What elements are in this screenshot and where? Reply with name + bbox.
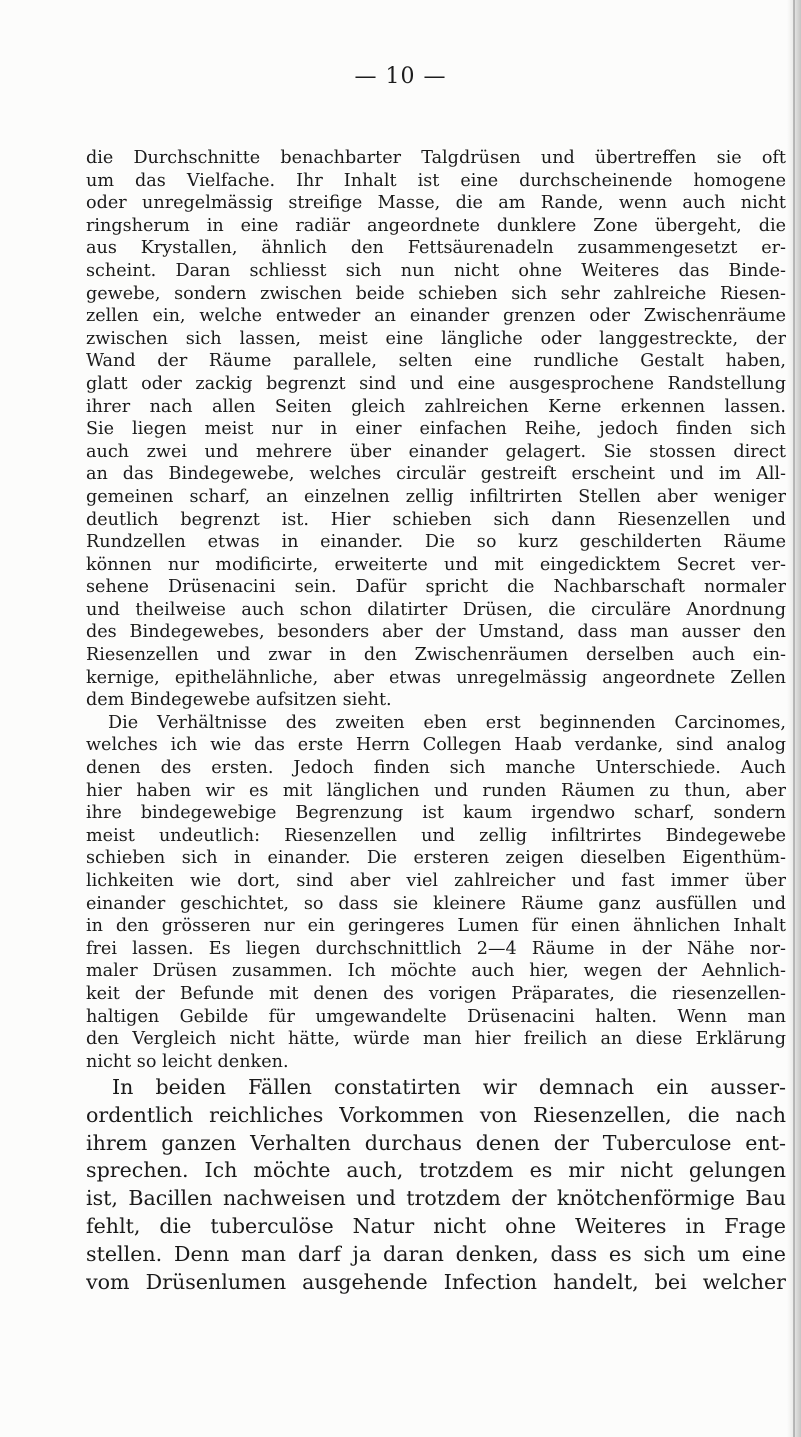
text-line: frei lassen. Es liegen durchschnittlich 2—4 Räume in der Nähe nor-	[86, 938, 786, 959]
text-line: ihrem ganzen Verhalten durchaus denen der Tuberculose ent-	[86, 1130, 786, 1155]
text-line: um das Vielfache. Ihr Inhalt ist eine durchscheinende homogene	[86, 170, 786, 191]
text-line: Riesenzellen und zwar in den Zwischenräumen derselben auch ein-	[86, 645, 786, 666]
text-line: lichkeiten wie dort, sind aber viel zahlreicher und fast immer über	[86, 871, 786, 891]
text-line: glatt oder zackig begrenzt sind und eine ausgesprochene Randstellung	[86, 373, 786, 394]
text-line: fehlt, die tuberculöse Natur nicht ohne Weiteres in Frage	[86, 1213, 786, 1238]
text-line: die Durchschnitte benachbarter Talgdrüsen und übertreffen sie oft	[86, 148, 786, 168]
text-line: den Vergleich nicht hätte, würde man hier freilich an diese Erklärung	[86, 1029, 786, 1050]
text-line: haltigen Gebilde für umgewandelte Drüsenacini halten. Wenn man	[86, 1006, 786, 1027]
text-line: nicht so leicht denken.	[86, 1051, 289, 1072]
text-line: In beiden Fällen constatirten wir demnach ein ausser-	[112, 1075, 786, 1099]
text-line: gemeinen scharf, an einzelnen zellig infiltrirten Stellen aber weniger	[86, 486, 786, 507]
text-line: vom Drüsenlumen ausgehende Infection handelt, bei welcher	[86, 1269, 786, 1294]
body-text-large	[86, 1074, 786, 1296]
text-line: des Bindegewebes, besonders aber der Umstand, dass man ausser den	[86, 622, 786, 643]
text-line: welches ich wie das erste Herrn Collegen Haab verdanke, sind analog	[86, 735, 786, 756]
page-binding-edge	[793, 0, 795, 1437]
text-line: gewebe, sondern zwischen beide schieben sich sehr zahlreiche Riesen-	[86, 283, 786, 304]
body-text-small	[86, 147, 786, 1073]
text-line: deutlich begrenzt ist. Hier schieben sich dann Riesenzellen und	[86, 509, 786, 530]
text-line: schieben sich in einander. Die ersteren zeigen dieselben Eigenthüm-	[86, 848, 786, 869]
text-line: ringsherum in eine radiär angeordnete dunklere Zone übergeht, die	[86, 215, 786, 236]
text-line: Rundzellen etwas in einander. Die so kurz geschilderten Räume	[86, 532, 786, 553]
text-line: scheint. Daran schliesst sich nun nicht ohne Weiteres das Binde-	[86, 260, 786, 281]
text-line: aus Krystallen, ähnlich den Fettsäurenadeln zusammengesetzt er-	[86, 238, 786, 259]
text-line: keit der Befunde mit denen des vorigen Präparates, die riesenzellen-	[86, 983, 786, 1004]
text-line: sehene Drüsenacini sein. Dafür spricht die Nachbarschaft normaler	[86, 577, 786, 598]
text-line: an das Bindegewebe, welches circulär gestreift erscheint und im All-	[86, 464, 786, 485]
page-number: — 10 —	[354, 64, 447, 89]
text-line: zwischen sich lassen, meist eine längliche oder langgestreckte, der	[86, 328, 786, 349]
text-line: stellen. Denn man darf ja daran denken, dass es sich um eine	[86, 1241, 786, 1266]
text-line: zellen ein, welche entweder an einander grenzen oder Zwischenräume	[86, 306, 786, 327]
text-line: einander geschichtet, so dass sie kleinere Räume ganz ausfüllen und	[86, 893, 786, 914]
text-line: ihrer nach allen Seiten gleich zahlreichen Kerne erkennen lassen.	[86, 396, 786, 417]
text-line: ist, Bacillen nachweisen und trotzdem der knötchenförmige Bau	[86, 1186, 786, 1211]
text-line: hier haben wir es mit länglichen und runden Räumen zu thun, aber	[86, 780, 786, 801]
text-line: denen des ersten. Jedoch finden sich manche Unterschiede. Auch	[86, 758, 786, 779]
text-line: dem Bindegewebe aufsitzen sieht.	[86, 690, 392, 711]
text-line: ihre bindegewebige Begrenzung ist kaum irgendwo scharf, sondern	[86, 803, 786, 824]
text-line: meist undeutlich: Riesenzellen und zellig infiltrirtes Bindegewebe	[86, 825, 786, 846]
text-line: in den grösseren nur ein geringeres Lumen für einen ähnlichen Inhalt	[86, 916, 786, 937]
text-line: ordentlich reichliches Vorkommen von Riesenzellen, die nach	[86, 1102, 786, 1127]
text-line: oder unregelmässig streifige Masse, die am Rande, wenn auch nicht	[86, 193, 786, 214]
text-line: Sie liegen meist nur in einer einfachen Reihe, jedoch finden sich	[86, 419, 786, 440]
text-line: Die Verhältnisse des zweiten eben erst beginnenden Carcinomes,	[108, 712, 786, 733]
text-line: maler Drüsen zusammen. Ich möchte auch hier, wegen der Aehnlich-	[86, 961, 786, 982]
text-line: kernige, epithelähnliche, aber etwas unregelmässig angeordnete Zellen	[86, 667, 786, 688]
text-line: auch zwei und mehrere über einander gelagert. Sie stossen direct	[86, 441, 786, 462]
text-line: Wand der Räume parallele, selten eine rundliche Gestalt haben,	[86, 351, 786, 372]
text-line: können nur modificirte, erweiterte und mit eingedicktem Secret ver-	[86, 554, 786, 575]
text-line: sprechen. Ich möchte auch, trotzdem es mir nicht gelungen	[86, 1158, 786, 1183]
text-line: und theilweise auch schon dilatirter Drüsen, die circuläre Anordnung	[86, 599, 786, 620]
